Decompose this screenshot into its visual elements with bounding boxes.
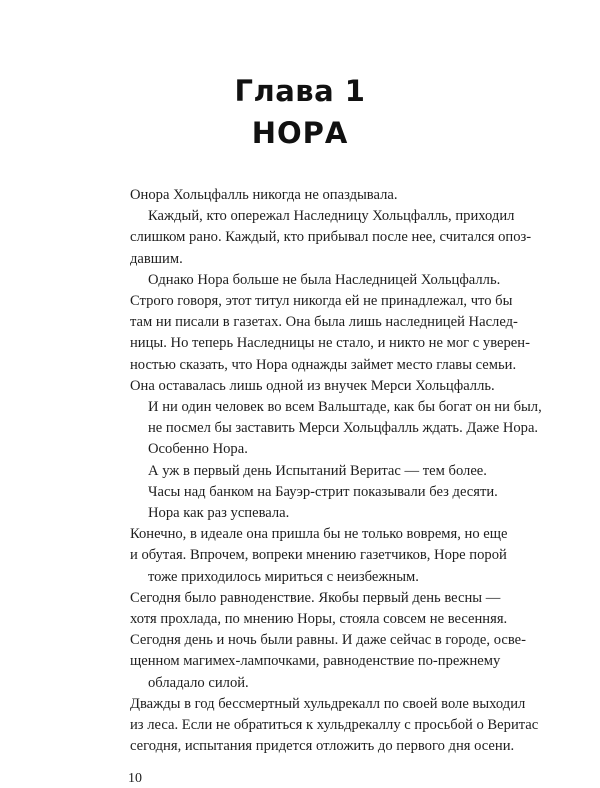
text-line: Каждый, кто опережал Наследницу Хольцфалль, приходил: [148, 208, 515, 225]
text-line: Дважды в год бессмертный хульдрекалл по своей воле выходил: [130, 695, 526, 712]
text-line: давшим.: [130, 250, 183, 267]
text-line: Нора как раз успевала.: [148, 505, 290, 521]
text-line: из леса. Если не обратиться к хульдрекаллу с просьбой о Веритас: [130, 717, 539, 733]
text-line: Сегодня было равноденствие. Якобы первый день весны —: [130, 589, 501, 606]
chapter-title: НОРА: [251, 116, 349, 150]
page-number: 10: [128, 771, 142, 787]
text-line: Однако Нора больше не была Наследницей Хольцфалль.: [148, 271, 501, 288]
chapter-number: Глава 1: [234, 74, 366, 108]
text-line: тоже приходилось мириться с неизбежным.: [148, 568, 419, 585]
text-line: сегодня, испытания придется отложить до первого дня осени.: [130, 738, 515, 755]
text-line: Сегодня день и ночь были равны. И даже сейчас в городе, осве-: [130, 632, 526, 649]
text-line: Она оставалась лишь одной из внучек Мерси Хольцфалль.: [130, 377, 495, 394]
text-line: ницы. Но теперь Наследницы не стало, и никто не мог с уверен-: [130, 335, 530, 352]
text-line: Особенно Нора.: [148, 441, 248, 458]
text-line: и обутая. Впрочем, вопреки мнению газетчиков, Норе порой: [130, 547, 507, 564]
text-line: слишком рано. Каждый, кто прибывал после нее, считался опоз-: [130, 229, 532, 246]
text-line: обладало силой.: [148, 674, 249, 691]
text-line: Онора Хольцфалль никогда не опаздывала.: [130, 187, 398, 203]
text-line: хотя прохлада, по мнению Норы, стояла совсем не весенняя.: [130, 611, 508, 627]
text-line: там ни писали в газетах. Она была лишь наследницей Наслед-: [130, 314, 518, 331]
text-line: Строго говоря, этот титул никогда ей не принадлежал, что бы: [130, 293, 513, 309]
text-line: щенном магимех-лампочками, равноденствие по-прежнему: [130, 653, 501, 670]
text-line: А уж в первый день Испытаний Веритас — тем более.: [148, 462, 487, 479]
text-line: ностью сказать, что Нора однажды займет место главы семьи.: [130, 356, 517, 373]
text-line: И ни один человек во всем Вальштаде, как бы богат он ни был,: [148, 399, 542, 415]
text-line: Конечно, в идеале она пришла бы не только вовремя, но еще: [130, 526, 508, 543]
text-line: не посмел бы заставить Мерси Хольцфалль ждать. Даже Нора.: [148, 420, 539, 437]
text-line: Часы над банком на Бауэр-стрит показывали без десяти.: [148, 483, 498, 500]
